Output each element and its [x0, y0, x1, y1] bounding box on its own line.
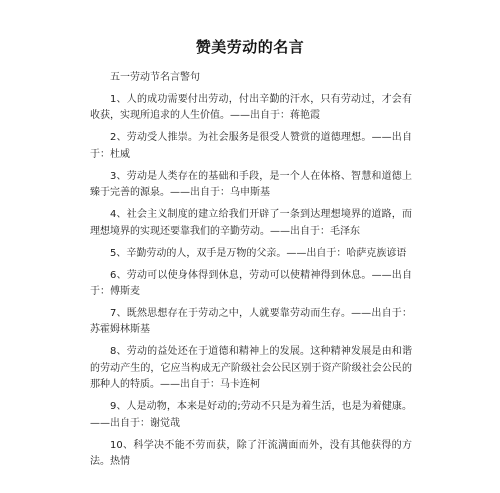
- quote-paragraph-10: 10、科学决不能不劳而获，除了汗流满面而外，没有其他获得的方法。热情: [90, 439, 412, 468]
- quote-paragraph-1: 1、人的成功需要付出劳动，付出辛勤的汗水，只有劳动过，才会有收获，实现所追求的人生价值。——出自于：蒋艳霞: [90, 94, 412, 122]
- quote-paragraph-6: 6、劳动可以使身体得到休息，劳动可以使精神得到休息。——出自于：傅斯麦: [90, 269, 412, 298]
- quote-paragraph-8: 8、劳动的益处还在于道德和精神上的发展。这种精神发展是由和谐的劳动产生的，它应当构成无产阶级社会公民区别于资产阶级社会公民的那种人的特质。——出自于：马卡连柯: [90, 346, 412, 391]
- document-title: 赞美劳动的名言: [195, 38, 305, 56]
- section-subheading: 五一劳动节名言警句: [110, 72, 200, 83]
- document-body: [90, 70, 412, 476]
- quote-paragraph-9: 9、人是动物，本来是好动的;劳动不只是为着生活，也是为着健康。——出自于：谢觉哉: [90, 401, 412, 429]
- quote-paragraph-4: 4、社会主义制度的建立给我们开辟了一条到达理想境界的道路，而理想境界的实现还要靠我们的辛勤劳动。——出自于：毛泽东: [90, 209, 412, 237]
- quote-paragraph-7: 7、既然思想存在于劳动之中，人就要靠劳动而生存。——出自于：苏霍姆林斯基: [90, 308, 412, 336]
- quote-paragraph-2: 2、劳动受人推崇。为社会服务是很受人赞赏的道德理想。——出自于：杜威: [90, 132, 412, 160]
- quote-paragraph-5: 5、辛勤劳动的人，双手是万物的父亲。——出自于：哈萨克族谚语: [110, 247, 407, 259]
- quote-paragraph-3: 3、劳动是人类存在的基础和手段，是一个人在体格、智慧和道德上臻于完善的源泉。——出自于：乌申斯基: [90, 170, 412, 199]
